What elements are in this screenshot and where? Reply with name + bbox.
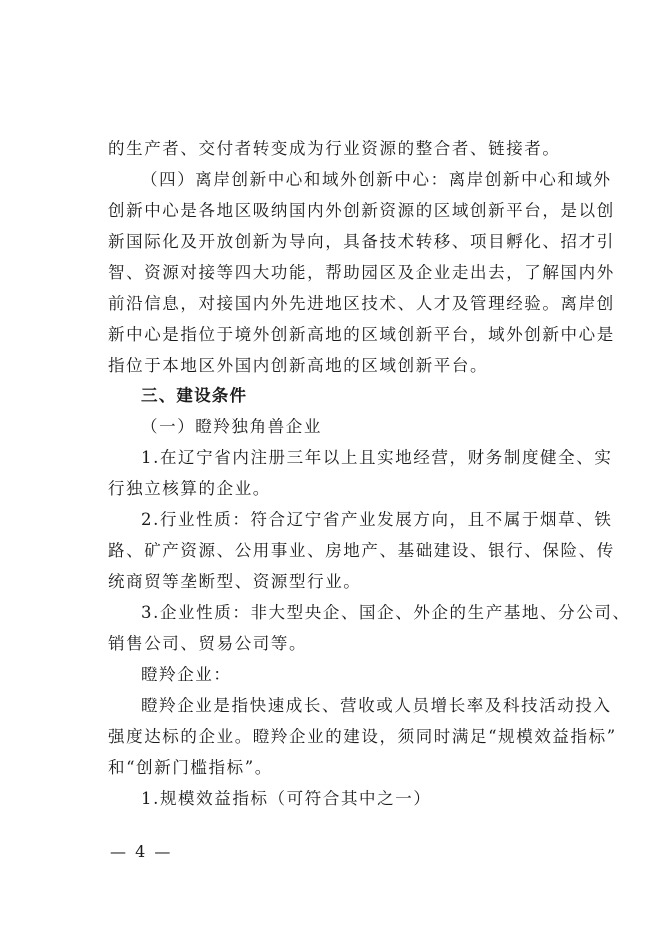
paragraph-line: 的生产者、交付者转变成为行业资源的整合者、链接者。 xyxy=(108,139,561,158)
paragraph-line: 瞪羚企业是指快速成长、营收或人员增长率及科技活动投入 xyxy=(141,696,612,715)
section-heading: 三、建设条件 xyxy=(141,386,248,405)
paragraph-line: 路、矿产资源、公用事业、房地产、基础建设、银行、保险、传 xyxy=(108,541,615,560)
paragraph-line: 销售公司、贸易公司等。 xyxy=(108,634,308,653)
subsection-heading: （一）瞪羚独角兽企业 xyxy=(141,417,322,436)
paragraph-line: 指位于本地区外国内创新高地的区域创新平台。 xyxy=(108,356,489,375)
paragraph-line: 强度达标的企业。瞪羚企业的建设，须同时满足“规模效益指标” xyxy=(108,727,617,746)
paragraph-line: 和“创新门槛指标”。 xyxy=(108,758,273,777)
paragraph-line: 智、资源对接等四大功能，帮助园区及企业走出去，了解国内外 xyxy=(108,263,615,282)
paragraph-line: 3.企业性质：非大型央企、国企、外企的生产基地、分公司、 xyxy=(141,603,631,622)
paragraph-line: 1.在辽宁省内注册三年以上且实地经营，财务制度健全、实 xyxy=(141,448,613,467)
paragraph-line: 统商贸等垄断型、资源型行业。 xyxy=(108,572,362,591)
paragraph-line: 新国际化及开放创新为导向，具备技术转移、项目孵化、招才引 xyxy=(108,232,615,251)
paragraph-line: 2.行业性质：符合辽宁省产业发展方向，且不属于烟草、铁 xyxy=(141,510,613,529)
page-number: — 4 — xyxy=(110,842,173,861)
paragraph-line: 新中心是指位于境外创新高地的区域创新平台，域外创新中心是 xyxy=(108,325,615,344)
paragraph-line: 1.规模效益指标（可符合其中之一） xyxy=(141,789,432,808)
paragraph-line: 前沿信息，对接国内外先进地区技术、人才及管理经验。离岸创 xyxy=(108,294,615,313)
paragraph-line: 行独立核算的企业。 xyxy=(108,479,271,498)
paragraph-line: （四）离岸创新中心和域外创新中心：离岸创新中心和域外 xyxy=(141,170,612,189)
paragraph-line: 瞪羚企业： xyxy=(141,665,232,684)
paragraph-line: 创新中心是各地区吸纳国内外创新资源的区域创新平台，是以创 xyxy=(108,201,615,220)
